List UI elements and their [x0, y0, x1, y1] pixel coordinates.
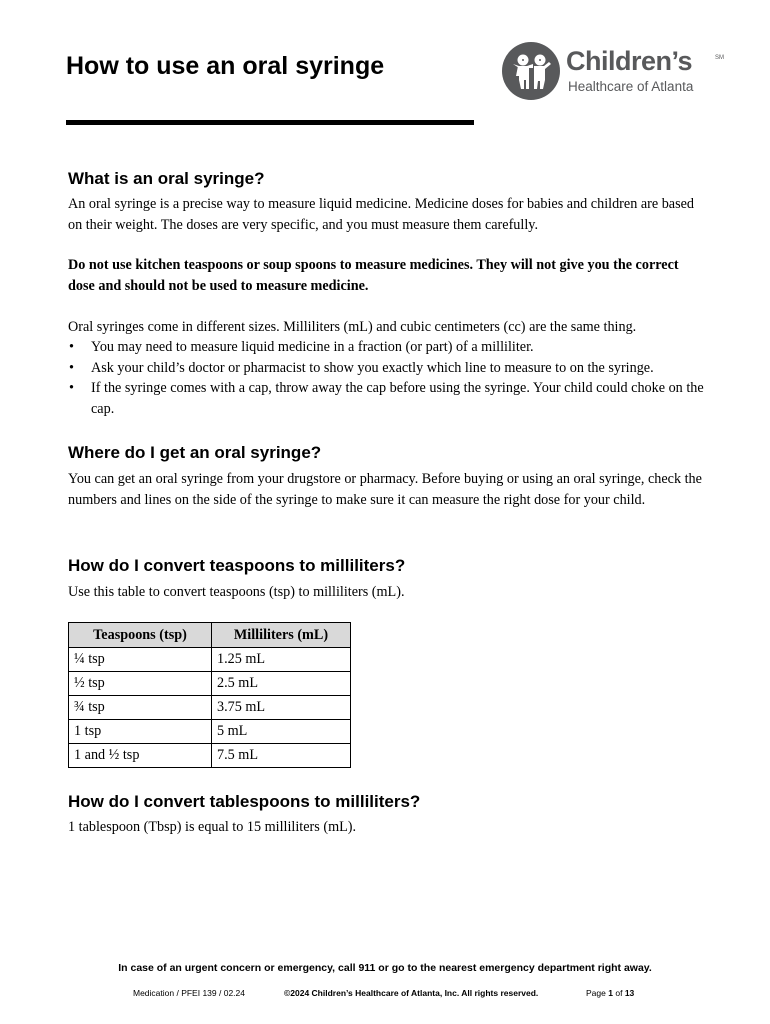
table-cell: 3.75 mL	[212, 696, 351, 720]
page-total: 13	[624, 988, 635, 998]
footer-page-number	[586, 988, 634, 998]
what-paragraph-1: An oral syringe is a precise way to measure liquid medicine. Medicine doses for babies and children are based on their weight. The doses are very specific, and you must measure them carefully.	[68, 196, 695, 233]
logo-wordmark: Children’s	[566, 46, 693, 76]
footer-copyright: ©2024 Children’s Healthcare of Atlanta, Inc. All rights reserved.	[284, 988, 539, 998]
list-item: • If the syringe comes with a cap, throw away the cap before using the syringe. Your child could choke on the cap.	[68, 378, 708, 419]
conversion-table	[68, 622, 351, 768]
table-row	[69, 744, 351, 768]
list-item: • You may need to measure liquid medicine in a fraction (or part) of a milliliter.	[68, 337, 708, 358]
table-row	[69, 696, 351, 720]
table-cell: ¼ tsp	[69, 648, 212, 672]
table-row	[69, 648, 351, 672]
table-cell: 7.5 mL	[212, 744, 351, 768]
page-of: of	[615, 988, 623, 998]
logo-service-mark: SM	[715, 55, 724, 61]
warning-paragraph: Do not use kitchen teaspoons or soup spoons to measure medicines. They will not give you the correct dose and should not be used to measure medicine.	[68, 257, 679, 294]
logo-subtitle: Healthcare of Atlanta	[568, 79, 694, 94]
where-paragraph: You can get an oral syringe from your drugstore or pharmacy. Before buying or using an oral syringe, check the numbers and lines on the side of the syringe to make sure it can measure the right dose for your child.	[68, 471, 702, 508]
childrens-healthcare-logo	[502, 42, 732, 102]
table-row	[69, 720, 351, 744]
table-cell: 1 tsp	[69, 720, 212, 744]
table-cell: 2.5 mL	[212, 672, 351, 696]
logo-children-icon	[502, 42, 560, 100]
list-item: • Ask your child’s doctor or pharmacist to show you exactly which line to measure to on the syringe.	[68, 358, 708, 379]
footer-doc-id: Medication / PFEI 139 / 02.24	[133, 988, 245, 998]
page-current: 1	[608, 988, 613, 998]
teaspoons-paragraph: Use this table to convert teaspoons (tsp) to milliliters (mL).	[68, 584, 405, 600]
table-header: Milliliters (mL)	[212, 623, 351, 648]
heading-what-is: What is an oral syringe?	[68, 169, 265, 188]
table-cell: ½ tsp	[69, 672, 212, 696]
heading-where: Where do I get an oral syringe?	[68, 443, 322, 462]
table-cell: 1 and ½ tsp	[69, 744, 212, 768]
what-paragraph-2: Oral syringes come in different sizes. Milliliters (mL) and cubic centimeters (cc) are the same thing.	[68, 319, 637, 335]
table-row	[69, 672, 351, 696]
table-cell: 5 mL	[212, 720, 351, 744]
footer-urgent-notice: In case of an urgent concern or emergency, call 911 or go to the nearest emergency department right away.	[118, 962, 652, 974]
table-header-row	[69, 623, 351, 648]
table-header: Teaspoons (tsp)	[69, 623, 212, 648]
tablespoons-paragraph: 1 tablespoon (Tbsp) is equal to 15 milliliters (mL).	[68, 819, 357, 835]
page-prefix: Page	[586, 988, 606, 998]
page-title: How to use an oral syringe	[66, 52, 385, 80]
heading-teaspoons: How do I convert teaspoons to milliliters?	[68, 556, 406, 575]
table-cell: ¾ tsp	[69, 696, 212, 720]
heading-tablespoons: How do I convert tablespoons to milliliters?	[68, 792, 421, 811]
table-cell: 1.25 mL	[212, 648, 351, 672]
what-bullet-list	[68, 337, 708, 419]
title-divider	[66, 120, 474, 125]
